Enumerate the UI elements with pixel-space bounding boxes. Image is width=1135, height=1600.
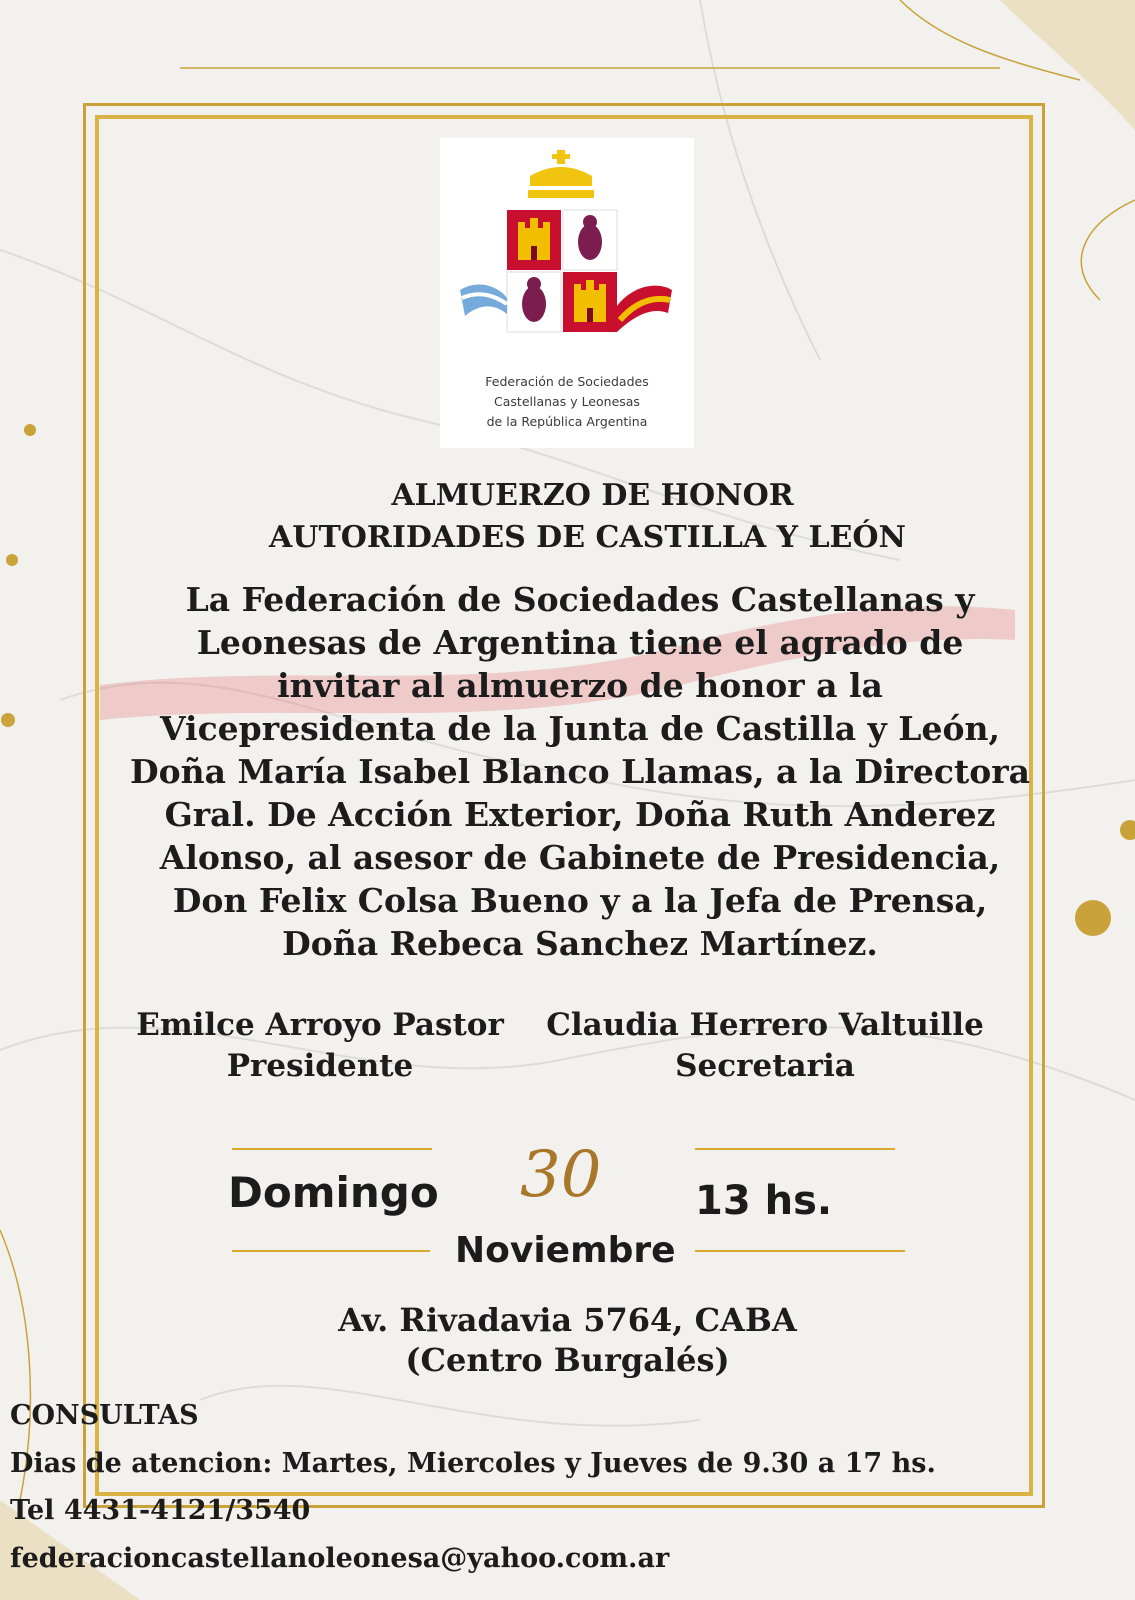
org-line: Federación de Sociedades: [485, 374, 649, 389]
body-line: Leonesas de Argentina tiene el agrado de: [196, 623, 964, 662]
body-line: Don Felix Colsa Bueno y a la Jefa de Prensa,: [172, 881, 988, 920]
contact-hours: Dias de atencion: Martes, Miercoles y Jueves de 9.30 a 17 hs.: [10, 1448, 936, 1479]
signature-role: Secretaria: [675, 1048, 855, 1084]
address-line: Av. Rivadavia 5764, CABA: [338, 1301, 797, 1339]
signature-name: Claudia Herrero Valtuille: [546, 1007, 984, 1043]
body-line: La Federación de Sociedades Castellanas y: [185, 580, 975, 619]
event-time: 13 hs.: [695, 1178, 833, 1224]
body-line: Doña María Isabel Blanco Llamas, a la Directora: [130, 752, 1030, 791]
signature-president: [90, 1005, 550, 1087]
body-line: Gral. De Acción Exterior, Doña Ruth Anderez: [164, 795, 996, 834]
body-line: Alonso, al asesor de Gabinete de Presidencia,: [159, 838, 1001, 877]
event-title: ALMUERZO DE HONOR: [391, 478, 794, 513]
body-line: Doña Rebeca Sanchez Martínez.: [282, 924, 878, 963]
gold-fleck: [1, 713, 15, 727]
event-date-number: 30: [520, 1138, 602, 1212]
gold-fleck: [1075, 900, 1111, 936]
body-line: Vicepresidenta de la Junta de Castilla y León,: [160, 709, 1000, 748]
body-line: invitar al almuerzo de honor a la: [277, 666, 883, 705]
signature-role: Presidente: [226, 1048, 414, 1084]
invitation-text: [120, 578, 1040, 965]
org-line: de la República Argentina: [486, 414, 648, 429]
contact-email: federacioncastellanoleonesa@yahoo.com.ar: [10, 1543, 670, 1574]
divider-line: [695, 1148, 895, 1150]
event-address: [0, 1300, 1135, 1380]
org-line: Castellanas y Leonesas: [494, 394, 640, 409]
contact-phone: Tel 4431-4121/3540: [10, 1495, 311, 1526]
gold-fleck: [6, 554, 18, 566]
event-month: Noviembre: [455, 1230, 676, 1271]
event-subtitle: AUTORIDADES DE CASTILLA Y LEÓN: [269, 520, 906, 555]
federation-name: [440, 372, 694, 432]
contact-heading: CONSULTAS: [10, 1400, 199, 1431]
signature-secretary: [535, 1005, 995, 1087]
divider-line: [232, 1148, 432, 1150]
address-venue: (Centro Burgalés): [405, 1341, 730, 1379]
coat-of-arms-icon: [440, 138, 694, 368]
signature-name: Emilce Arroyo Pastor: [136, 1007, 504, 1043]
divider-line: [695, 1250, 905, 1252]
gold-fleck: [24, 424, 36, 436]
divider-line: [232, 1250, 430, 1252]
event-day: Domingo: [228, 1168, 439, 1217]
